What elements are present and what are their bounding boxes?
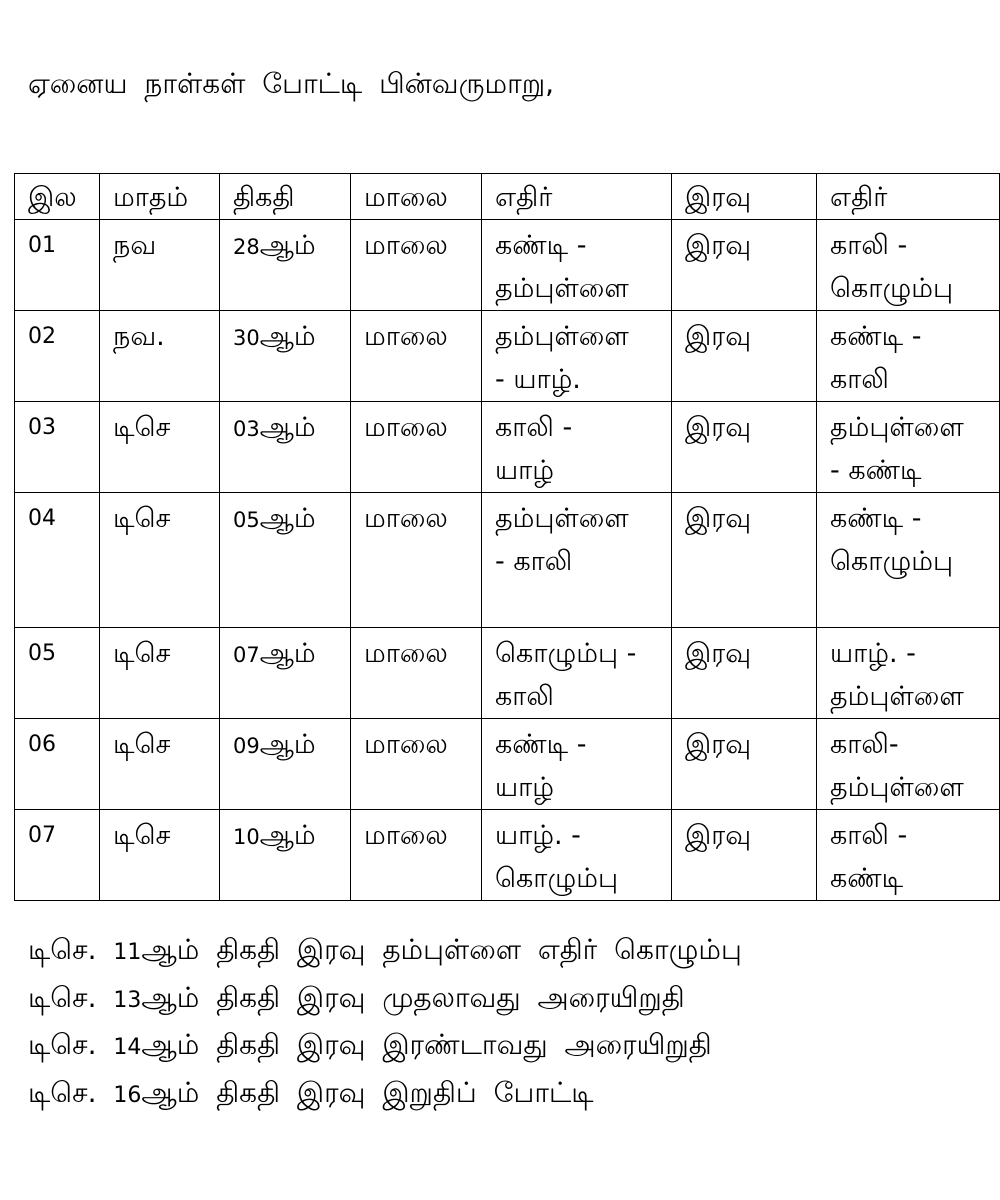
team-line-2: - யாழ். — [495, 364, 581, 395]
date-number: 30 — [233, 326, 260, 350]
row-evening-match — [482, 220, 672, 311]
date-suffix: ஆம் — [259, 638, 316, 669]
table-row — [15, 311, 1000, 402]
row-month: டிசெ — [100, 719, 220, 810]
team-line-1: தம்புள்ளை — [495, 321, 629, 352]
table-row — [15, 220, 1000, 311]
row-date — [220, 719, 351, 810]
row-evening: மாலை — [351, 628, 482, 719]
note-text: ஆம் திகதி இரவு முதலாவது அரையிறுதி — [141, 980, 685, 1014]
team-line-1: தம்புள்ளை — [830, 412, 964, 443]
row-evening-match — [482, 628, 672, 719]
row-evening-match — [482, 493, 672, 628]
table-row — [15, 719, 1000, 810]
note-text: ஆம் திகதி இரவு இறுதிப் போட்டி — [141, 1075, 594, 1109]
row-night: இரவு — [672, 311, 817, 402]
note-date-number: 14 — [113, 1035, 142, 1060]
row-date — [220, 220, 351, 311]
header-evening: மாலை — [351, 174, 482, 220]
date-suffix: ஆம் — [259, 820, 316, 851]
row-night: இரவு — [672, 628, 817, 719]
row-night-match — [817, 628, 1000, 719]
team-line-2: கொழும்பு — [830, 546, 954, 577]
note-month: டிசெ. — [28, 980, 97, 1014]
note-month: டிசெ. — [28, 1028, 97, 1061]
row-month: டிசெ — [100, 810, 220, 901]
date-number: 03 — [233, 417, 260, 441]
row-evening: மாலை — [351, 493, 482, 628]
team-line-2: தம்புள்ளை — [830, 772, 964, 803]
team-line-2: யாழ் — [495, 455, 554, 486]
table-row — [15, 628, 1000, 719]
row-date — [220, 311, 351, 402]
team-line-1: காலி- — [830, 729, 899, 760]
row-evening-match — [482, 810, 672, 901]
team-line-1: காலி - — [830, 820, 908, 851]
team-line-2: காலி — [495, 681, 554, 712]
team-line-1: காலி - — [830, 230, 908, 261]
team-line-1: தம்புள்ளை — [495, 503, 629, 534]
row-night-match — [817, 719, 1000, 810]
header-night-vs: எதிர் — [817, 174, 1000, 220]
row-number: 01 — [15, 220, 100, 311]
row-evening: மாலை — [351, 220, 482, 311]
note-text: ஆம் திகதி இரவு இரண்டாவது அரையிறுதி — [141, 1028, 712, 1061]
row-number: 07 — [15, 810, 100, 901]
date-number: 09 — [233, 734, 260, 758]
team-line-1: யாழ். - — [495, 820, 581, 851]
date-number: 28 — [233, 235, 260, 259]
header-month: மாதம் — [100, 174, 220, 220]
row-number: 04 — [15, 493, 100, 628]
team-line-2: கொழும்பு — [495, 863, 619, 894]
team-line-1: கண்டி - — [830, 321, 922, 352]
date-number: 05 — [233, 508, 260, 532]
date-suffix: ஆம் — [259, 321, 316, 352]
note-line — [28, 1071, 742, 1119]
row-month: நவ. — [100, 311, 220, 402]
row-month: டிசெ — [100, 402, 220, 493]
team-line-2: கொழும்பு — [830, 273, 954, 304]
date-suffix: ஆம் — [259, 412, 316, 443]
row-night-match — [817, 311, 1000, 402]
schedule-table — [14, 173, 1000, 901]
row-evening-match — [482, 311, 672, 402]
team-line-1: கொழும்பு - — [495, 638, 637, 669]
row-date — [220, 810, 351, 901]
row-night: இரவு — [672, 220, 817, 311]
row-evening: மாலை — [351, 402, 482, 493]
team-line-1: கண்டி - — [830, 503, 922, 534]
intro-text: ஏனைய நாள்கள் போட்டி பின்வருமாறு, — [28, 67, 555, 100]
row-evening: மாலை — [351, 810, 482, 901]
header-night: இரவு — [672, 174, 817, 220]
note-text: ஆம் திகதி இரவு தம்புள்ளை எதிர் கொழும்பு — [141, 933, 742, 966]
date-suffix: ஆம் — [259, 230, 316, 261]
team-line-2: தம்புள்ளை — [495, 273, 629, 304]
table-row — [15, 810, 1000, 901]
team-line-1: யாழ். - — [830, 638, 916, 669]
note-month: டிசெ. — [28, 933, 97, 966]
row-month: டிசெ — [100, 628, 220, 719]
date-suffix: ஆம் — [259, 503, 316, 534]
table-header-row — [15, 174, 1000, 220]
notes-section — [28, 928, 742, 1118]
note-line — [28, 976, 742, 1024]
note-date-number: 13 — [113, 987, 142, 1013]
note-line — [28, 928, 742, 976]
team-line-2: காலி — [830, 364, 889, 395]
note-date-number: 16 — [113, 1082, 142, 1108]
row-month: நவ — [100, 220, 220, 311]
row-date — [220, 402, 351, 493]
header-number: இல — [15, 174, 100, 220]
row-evening-match — [482, 402, 672, 493]
row-month: டிசெ — [100, 493, 220, 628]
header-evening-vs: எதிர் — [482, 174, 672, 220]
row-night-match — [817, 810, 1000, 901]
date-suffix: ஆம் — [259, 729, 316, 760]
row-night: இரவு — [672, 810, 817, 901]
table-row — [15, 493, 1000, 628]
row-number: 06 — [15, 719, 100, 810]
note-date-number: 11 — [113, 940, 142, 965]
date-number: 10 — [233, 825, 260, 849]
row-evening-match — [482, 719, 672, 810]
row-night: இரவு — [672, 719, 817, 810]
team-line-2: - கண்டி — [830, 455, 922, 486]
row-night-match — [817, 402, 1000, 493]
team-line-2: யாழ் — [495, 772, 554, 803]
row-night: இரவு — [672, 493, 817, 628]
note-month: டிசெ. — [28, 1075, 97, 1109]
row-night-match — [817, 493, 1000, 628]
row-night: இரவு — [672, 402, 817, 493]
row-evening: மாலை — [351, 719, 482, 810]
team-line-1: காலி - — [495, 412, 573, 443]
team-line-2: தம்புள்ளை — [830, 681, 964, 712]
team-line-2: - காலி — [495, 546, 573, 577]
row-number: 02 — [15, 311, 100, 402]
row-date — [220, 628, 351, 719]
note-line — [28, 1023, 742, 1071]
team-line-2: கண்டி — [830, 863, 904, 894]
table-row — [15, 402, 1000, 493]
row-number: 03 — [15, 402, 100, 493]
header-date: திகதி — [220, 174, 351, 220]
row-night-match — [817, 220, 1000, 311]
team-line-1: கண்டி - — [495, 729, 587, 760]
row-date — [220, 493, 351, 628]
date-number: 07 — [233, 643, 260, 667]
team-line-1: கண்டி - — [495, 230, 587, 261]
row-number: 05 — [15, 628, 100, 719]
row-evening: மாலை — [351, 311, 482, 402]
